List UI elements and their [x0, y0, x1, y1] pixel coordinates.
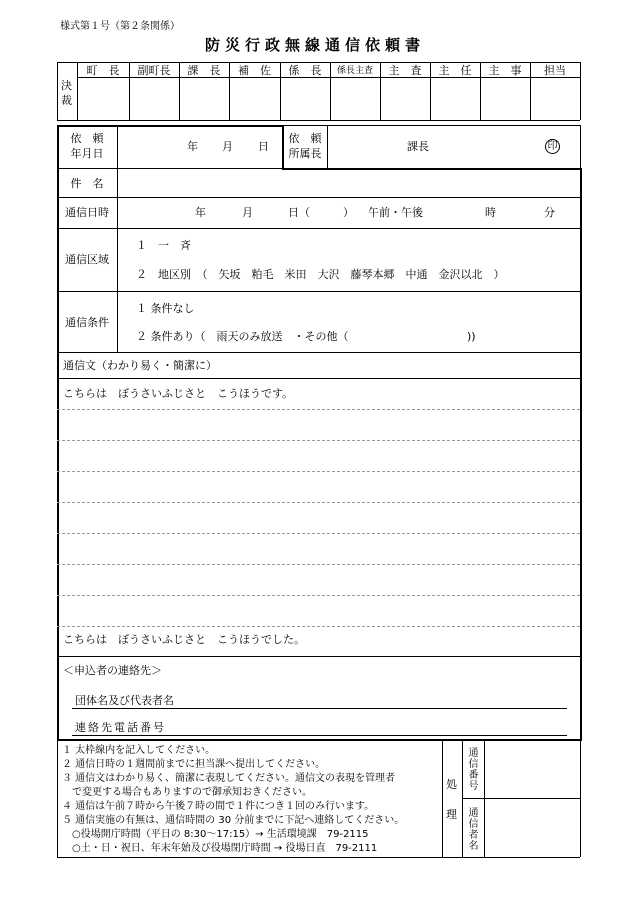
note-5-office-hours: ○役場開庁時間（平日の 8:30～17:15）→ 生活環境課 79-2115 [62, 829, 369, 840]
approval-col-unit-chief: 係 長 [288, 64, 322, 77]
subject-label: 件 名 [70, 177, 104, 190]
area-option-all[interactable]: １ 一 斉 [136, 239, 191, 252]
form-number: 様式第１号（第２条関係） [60, 21, 180, 32]
request-dept-label: 依 頼 所属長 [288, 132, 322, 160]
note-1: １ 太枠線内を記入してください。 [62, 745, 216, 756]
conditions-option-none[interactable]: １ 条件なし [136, 302, 195, 315]
note-2: ２ 通信日時の１週間前までに担当課へ提出してください。 [62, 759, 326, 770]
message-label: 通信文（わかり易く・簡潔に） [63, 359, 217, 372]
approval-col-staff: 主 事 [488, 64, 522, 77]
datetime-year: 年 [195, 206, 206, 219]
processing-number-field[interactable] [486, 742, 578, 796]
datetime-month: 月 [242, 206, 253, 219]
approval-label: 決裁 [61, 79, 72, 107]
page-title: 防災行政無線通信依頼書 [204, 36, 425, 54]
conditions-option-close: )) [467, 330, 476, 343]
subject-field[interactable] [119, 170, 578, 195]
approval-col-chief-staff: 主 任 [438, 64, 472, 77]
processing-person-label: 通 信 者 名 [468, 808, 479, 852]
approval-col-in-charge: 担当 [544, 64, 566, 77]
message-closing: こちらは ぼうさいふじさと こうほうでした。 [63, 633, 305, 646]
note-5: ５ 通信実施の有無は、通信時間の 30 分前までに下記へ連絡してください。 [62, 815, 405, 826]
conditions-option-with[interactable]: ２ 条件あり（ 雨天のみ放送 ・その他（ [136, 330, 349, 343]
processing-label-top: 処 [446, 778, 457, 791]
request-date-month: 月 [222, 140, 233, 153]
datetime-minute: 分 [544, 206, 555, 219]
contact-phone-label: 連絡先電話番号 [75, 721, 166, 734]
approval-col-mayor: 町 長 [86, 64, 120, 77]
area-label: 通信区域 [65, 253, 109, 266]
seal-icon: 印 [545, 139, 560, 154]
request-date-day: 日 [258, 140, 269, 153]
request-date-year: 年 [187, 140, 198, 153]
note-4: ４ 通信は午前７時から午後７時の間で１件につき１回のみ行います。 [62, 801, 375, 812]
processing-person-field[interactable] [486, 800, 578, 855]
datetime-hour: 時 [485, 206, 496, 219]
request-date-label: 依 頼 年月日 [70, 132, 104, 160]
note-5-after-hours: ○土・日・祝日、年末年始及び役場閉庁時間 → 役場日直 79-2111 [62, 843, 378, 854]
processing-label-bottom: 理 [446, 808, 457, 821]
approval-col-section-chief: 課 長 [187, 64, 221, 77]
contact-label: ＜申込者の連絡先＞ [63, 664, 162, 677]
approval-col-assistant: 補 佐 [238, 64, 271, 77]
area-option-district[interactable]: ２ 地区別 （ 矢坂 粕毛 米田 大沢 藤琴本郷 中通 金沢以北 ） [136, 268, 505, 281]
approval-col-deputy-mayor: 副町長 [137, 64, 171, 77]
contact-group-label: 団体名及び代表者名 [75, 694, 174, 707]
note-3: ３ 通信文はわかり易く、簡潔に表現してください。通信文の表現を管理者 [62, 773, 395, 784]
datetime-label: 通信日時 [65, 206, 109, 219]
message-opening: こちらは ぼうさいふじさと こうほうです。 [63, 387, 294, 400]
datetime-ampm[interactable]: 午前・午後 [368, 206, 423, 219]
processing-number-label: 通 信 番 号 [468, 748, 479, 792]
approval-col-unit-chief-examiner: 係長主査 [336, 66, 373, 76]
datetime-day-weekday: 日（ ） [288, 206, 354, 219]
approval-col-examiner: 主 査 [388, 64, 422, 77]
request-dept-value: 課長 [407, 140, 429, 153]
conditions-label: 通信条件 [65, 316, 109, 329]
note-3-cont: で変更する場合もありますので御承知おきください。 [62, 787, 312, 798]
